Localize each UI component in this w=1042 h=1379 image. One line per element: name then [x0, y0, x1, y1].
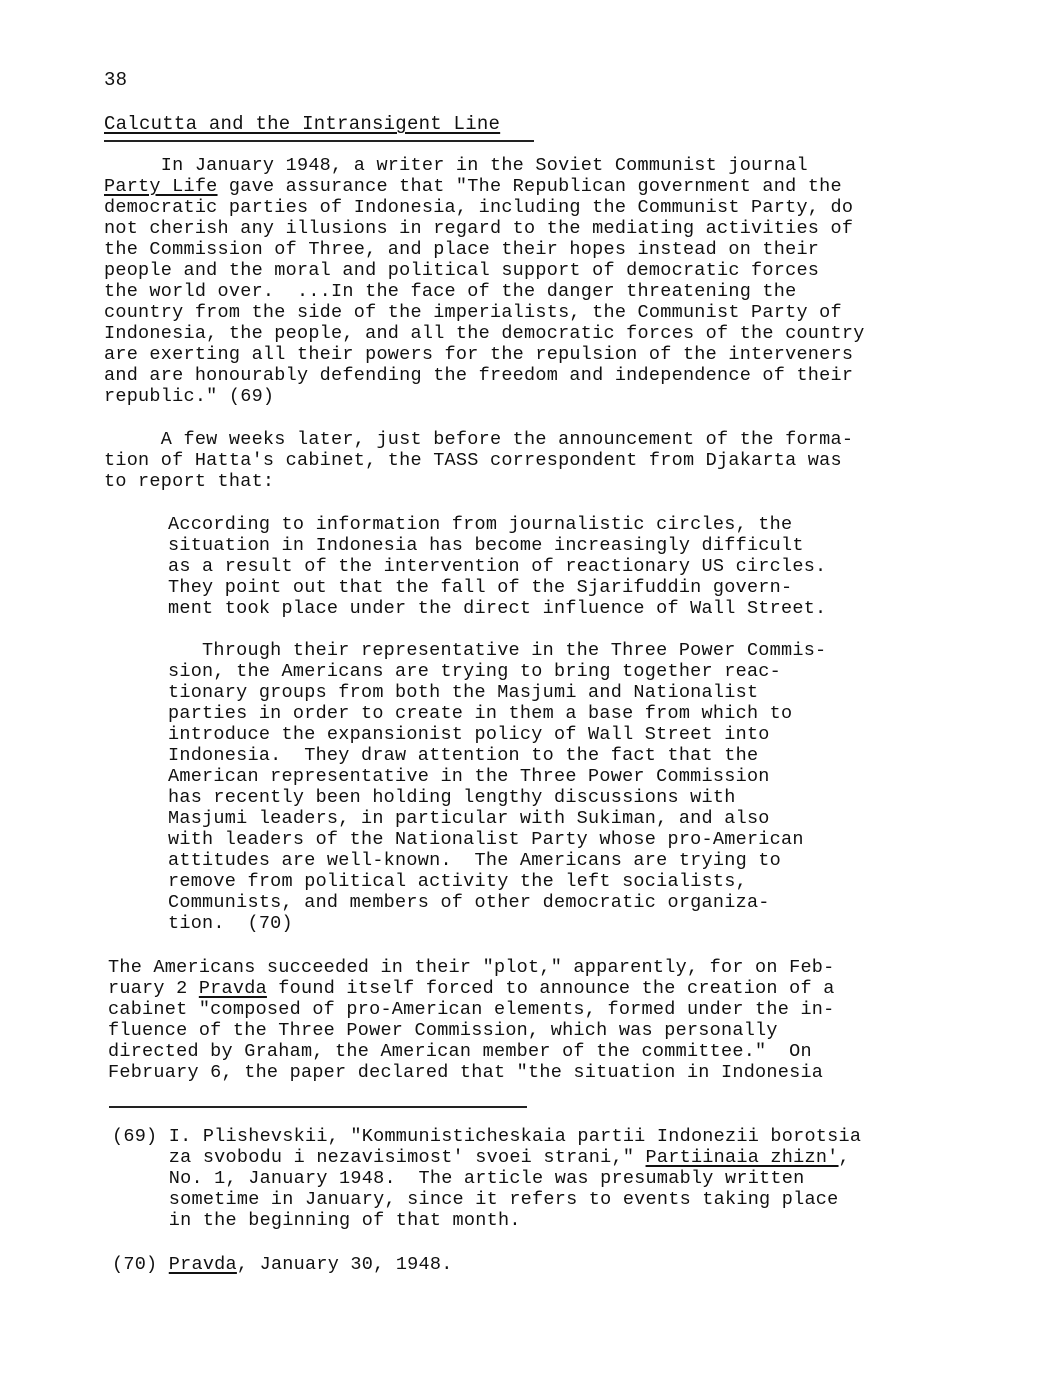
footnote-69-line: in the beginning of that month.: [112, 1210, 521, 1231]
quote1-line: as a result of the intervention of reactionary US circles.: [168, 556, 827, 577]
page-number: 38: [104, 69, 128, 91]
quote2-line: attitudes are well-known. The Americans are trying to: [168, 850, 781, 871]
quote2-line: American representative in the Three Power Commission: [168, 766, 770, 787]
paragraph1-line: the world over. ...In the face of the danger threatening the: [104, 281, 797, 302]
paragraph3-line: fluence of the Three Power Commission, which was personally: [108, 1020, 778, 1041]
footnote-70-line: (70) Pravda, January 30, 1948.: [112, 1254, 453, 1275]
underlined-title: Calcutta and the Intransigent Line: [104, 113, 501, 135]
footnote-separator: [109, 1106, 527, 1108]
paragraph1-line: are exerting all their powers for the repulsion of the interveners: [104, 344, 854, 365]
paragraph3-line: directed by Graham, the American member of the committee." On: [108, 1041, 812, 1062]
quote2-line: Through their representative in the Three Power Commis-: [168, 640, 827, 661]
footnote-69-line: No. 1, January 1948. The article was presumably written: [112, 1168, 805, 1189]
heading-underline: [104, 140, 534, 142]
underlined-title: Party Life: [104, 176, 218, 197]
paragraph2-line: to report that:: [104, 471, 275, 492]
paragraph1-line: Party Life gave assurance that "The Republican government and the: [104, 176, 842, 197]
quote2-line: tionary groups from both the Masjumi and Nationalist: [168, 682, 759, 703]
underlined-title: Pravda: [198, 978, 267, 999]
quote2-line: sion, the Americans are trying to bring together reac-: [168, 661, 781, 682]
underlined-title: Partiinaia zhizn': [645, 1147, 839, 1168]
paragraph1-line: and are honourably defending the freedom and independence of their: [104, 365, 854, 386]
footnote-69-line: sometime in January, since it refers to events taking place: [112, 1189, 839, 1210]
quote1-line: situation in Indonesia has become increasingly difficult: [168, 535, 804, 556]
footnote-69-line: (69) I. Plishevskii, "Kommunisticheskaia partii Indonezii borotsia: [112, 1126, 862, 1147]
quote2-line: has recently been holding lengthy discussions with: [168, 787, 736, 808]
paragraph3-line: cabinet "composed of pro-American elements, formed under the in-: [108, 999, 835, 1020]
quote1-line: ment took place under the direct influence of Wall Street.: [168, 598, 827, 619]
quote2-line: Masjumi leaders, in particular with Sukiman, and also: [168, 808, 770, 829]
paragraph3-line: February 6, the paper declared that "the situation in Indonesia: [108, 1062, 824, 1083]
paragraph2-line: tion of Hatta's cabinet, the TASS correspondent from Djakarta was: [104, 450, 842, 471]
paragraph1-line: the Commission of Three, and place their hopes instead on their: [104, 239, 820, 260]
quote2-line: tion. (70): [168, 913, 293, 934]
quote2-line: Communists, and members of other democratic organiza-: [168, 892, 770, 913]
quote1-line: They point out that the fall of the Sjarifuddin govern-: [168, 577, 793, 598]
paragraph3-line: ruary 2 Pravda found itself forced to announce the creation of a: [108, 978, 835, 999]
quote1-line: According to information from journalistic circles, the: [168, 514, 793, 535]
quote2-line: remove from political activity the left socialists,: [168, 871, 747, 892]
quote2-line: introduce the expansionist policy of Wall Street into: [168, 724, 770, 745]
paragraph1-line: Indonesia, the people, and all the democratic forces of the country: [104, 323, 865, 344]
quote2-line: Indonesia. They draw attention to the fact that the: [168, 745, 759, 766]
paragraph1-line: democratic parties of Indonesia, including the Communist Party, do: [104, 197, 854, 218]
quote2-line: with leaders of the Nationalist Party whose pro-American: [168, 829, 804, 850]
paragraph1-line: country from the side of the imperialists, the Communist Party of: [104, 302, 842, 323]
paragraph3-line: The Americans succeeded in their "plot," apparently, for on Feb-: [108, 957, 835, 978]
underlined-title: Pravda: [168, 1254, 237, 1275]
paragraph1-line: In January 1948, a writer in the Soviet Communist journal: [104, 155, 808, 176]
footnote-69-line: za svobodu i nezavisimost' svoei strani," Partiinaia zhizn',: [112, 1147, 850, 1168]
quote2-line: parties in order to create in them a base from which to: [168, 703, 793, 724]
section-heading: [104, 114, 500, 135]
paragraph2-line: A few weeks later, just before the announcement of the forma-: [104, 429, 854, 450]
paragraph1-line: people and the moral and political support of democratic forces: [104, 260, 820, 281]
paragraph1-line: republic." (69): [104, 386, 275, 407]
paragraph1-line: not cherish any illusions in regard to the mediating activities of: [104, 218, 854, 239]
